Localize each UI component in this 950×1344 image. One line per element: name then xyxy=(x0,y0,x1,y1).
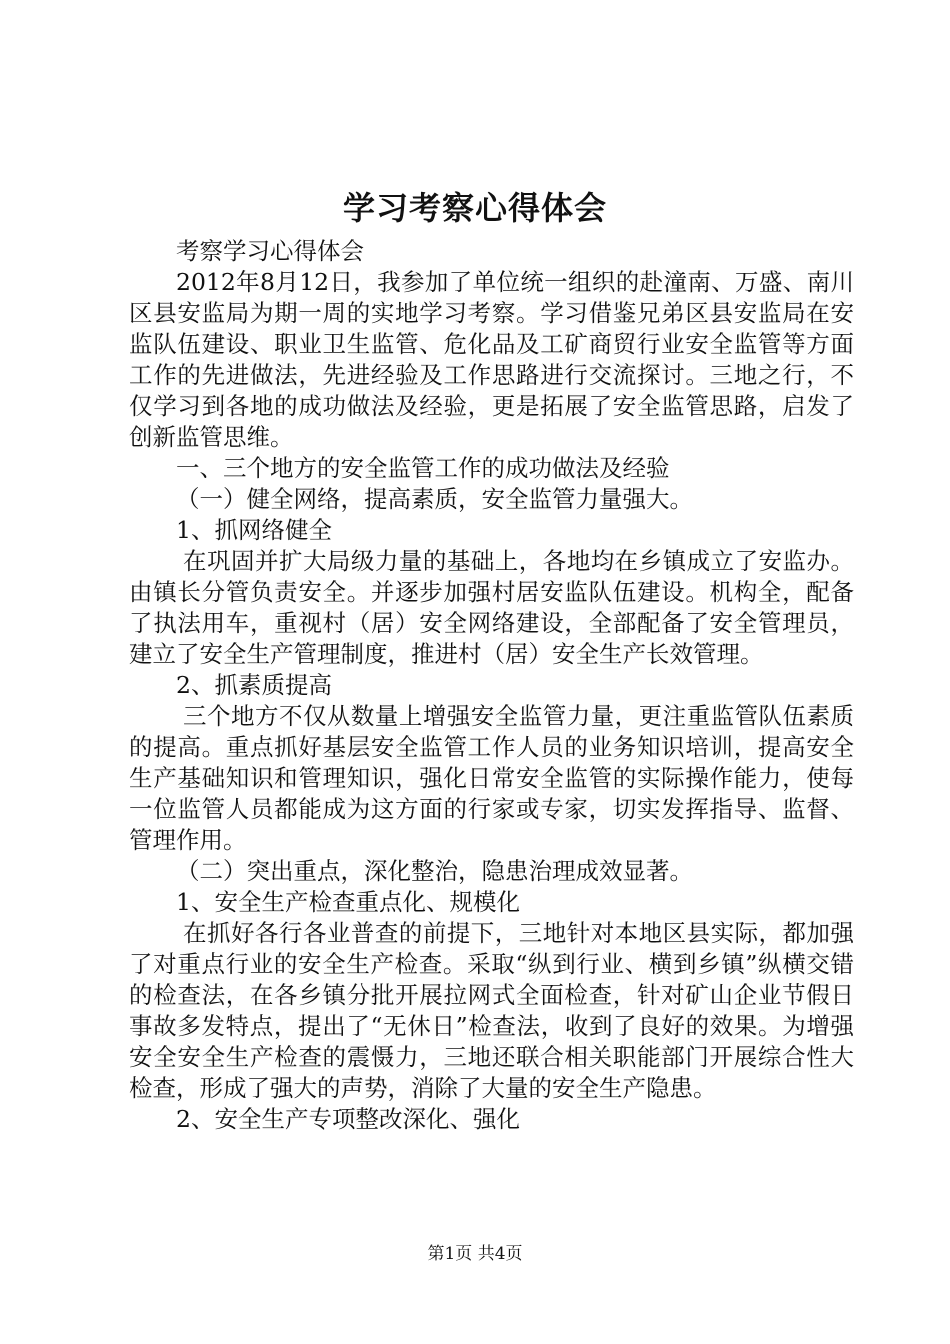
paragraph-inspection: 在抓好各行各业普查的前提下，三地针对本地区县实际，都加强了对重点行业的安全生产检查。采取“纵到行业、横到乡镇”纵横交错的检查法，在各乡镇分批开展拉网式全面检查，针对矿山企业节假日事故多发特点，提出了“无休日”检查法，收到了良好的效果。为增强安全安全生产检查的震慑力，三地还联合相关职能部门开展综合性大检查，形成了强大的声势，消除了大量的安全生产隐患。 xyxy=(129,919,854,1102)
item-heading-2-1: 1、安全生产检查重点化、规模化 xyxy=(176,888,520,916)
section-heading-1: 一、三个地方的安全监管工作的成功做法及经验 xyxy=(176,454,670,482)
paragraph-network: 在巩固并扩大局级力量的基础上，各地均在乡镇成立了安监办。由镇长分管负责安全。并逐步加强村居安监队伍建设。机构全，配备了执法用车，重视村（居）安全网络建设，全部配备了安全管理员，建立了安全生产管理制度，推进村（居）安全生产长效管理。 xyxy=(129,547,854,668)
subsection-heading-1: （一）健全网络，提高素质，安全监管力量强大。 xyxy=(176,485,693,513)
page-footer: 第1页 共4页 xyxy=(427,1244,523,1264)
paragraph-subtitle: 考察学习心得体会 xyxy=(176,237,364,265)
paragraph-intro: 2012年8月12日，我参加了单位统一组织的赴潼南、万盛、南川区县安监局为期一周的实地学习考察。学习借鉴兄弟区县安监局在安监队伍建设、职业卫生监管、危化品及工矿商贸行业安全监管等方面工作的先进做法，先进经验及工作思路进行交流探讨。三地之行，不仅学习到各地的成功做法及经验，更是拓展了安全监管思路，启发了创新监管思维。 xyxy=(129,268,854,451)
document-title: 学习考察心得体会 xyxy=(342,189,607,227)
item-heading-1-2: 2、抓素质提高 xyxy=(176,671,332,699)
item-heading-1-1: 1、抓网络健全 xyxy=(176,516,332,544)
subsection-heading-2: （二）突出重点，深化整治，隐患治理成效显著。 xyxy=(176,857,693,885)
document-body xyxy=(129,236,854,1135)
item-heading-2-2: 2、安全生产专项整改深化、强化 xyxy=(176,1105,520,1133)
paragraph-quality: 三个地方不仅从数量上增强安全监管力量，更注重监管队伍素质的提高。重点抓好基层安全监管工作人员的业务知识培训，提高安全生产基础知识和管理知识，强化日常安全监管的实际操作能力，使每一位监管人员都能成为这方面的行家或专家，切实发挥指导、监督、管理作用。 xyxy=(129,702,854,854)
